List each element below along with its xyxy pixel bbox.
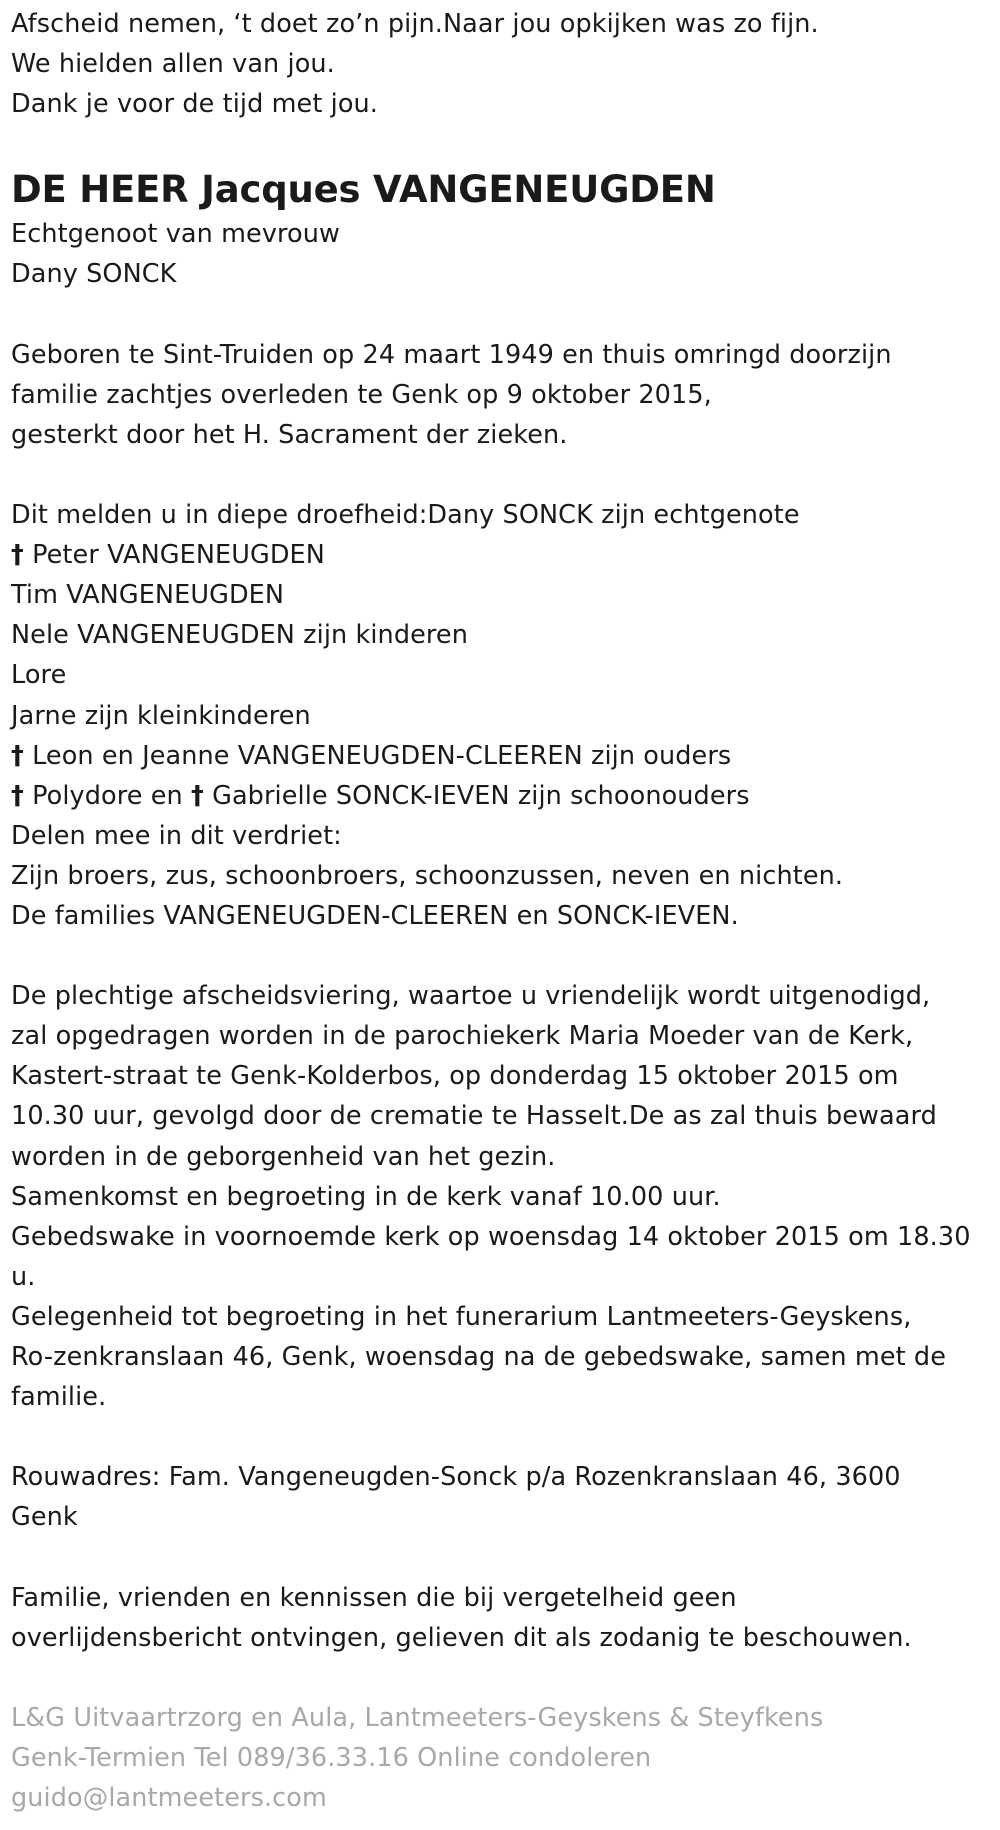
poem-line: Afscheid nemen, ‘t doet zo’n pijn.Naar jou opkijken was zo fijn.	[11, 9, 819, 39]
cross-icon: †	[191, 780, 204, 811]
ceremony-line: Kastert-straat te Genk-Kolderbos, op donderdag 15 oktober 2015 om	[11, 1061, 899, 1092]
family-member-peter: † Peter VANGENEUGDEN	[11, 540, 325, 571]
family-siblings: Zijn broers, zus, schoonbroers, schoonzussen, neven en nichten.	[11, 860, 844, 891]
family-block	[11, 495, 989, 936]
ceremony-block	[11, 976, 989, 1417]
poem-line: Dank je voor de tijd met jou.	[11, 89, 378, 120]
family-member-nele: Nele VANGENEUGDEN zijn kinderen	[11, 620, 468, 651]
ceremony-line: Ro-zenkranslaan 46, Genk, woensdag na de gebedswake, samen met de	[11, 1342, 947, 1372]
ceremony-line: familie.	[11, 1382, 107, 1413]
birth-death-block	[11, 335, 989, 455]
address-line: Rouwadres: Fam. Vangeneugden-Sonck p/a Rozenkranslaan 46, 3600	[11, 1462, 901, 1493]
family-families: De families VANGENEUGDEN-CLEEREN en SONCK-IEVEN.	[11, 900, 739, 931]
birth-death-line: familie zachtjes overleden te Genk op 9 oktober 2015,	[11, 379, 712, 410]
poem-block	[11, 4, 989, 124]
footer-email: guido@lantmeeters.com	[11, 1783, 327, 1814]
ceremony-line: worden in de geborgenheid van het gezin.	[11, 1141, 556, 1172]
ceremony-line: Gebedswake in voornoemde kerk op woensdag 14 oktober 2015 om 18.30	[11, 1221, 971, 1252]
family-inlaws: † Polydore en † Gabrielle SONCK-IEVEN zijn schoonouders	[11, 780, 750, 811]
family-intro: Dit melden u in diepe droefheid:Dany SONCK zijn echtgenote	[11, 500, 800, 531]
cross-icon: †	[11, 780, 24, 811]
funeral-home-footer	[11, 1698, 989, 1818]
spouse-line: Dany SONCK	[11, 259, 177, 290]
cross-icon: †	[11, 740, 24, 771]
notice-line: Familie, vrienden en kennissen die bij vergetelheid geen	[11, 1582, 737, 1613]
footer-line: L&G Uitvaartrzorg en Aula, Lantmeeters-Geyskens & Steyfkens	[11, 1702, 824, 1733]
notice-line: overlijdensbericht ontvingen, gelieven dit als zodanig te beschouwen.	[11, 1622, 912, 1653]
footer-line: Genk-Termien Tel 089/36.33.16 Online condoleren	[11, 1742, 652, 1773]
spouse-line: Echtgenoot van mevrouw	[11, 219, 340, 250]
ceremony-line: Samenkomst en begroeting in de kerk vanaf 10.00 uur.	[11, 1181, 721, 1212]
ceremony-line: Gelegenheid tot begroeting in het funerarium Lantmeeters-Geyskens,	[11, 1301, 912, 1332]
ceremony-line: 10.30 uur, gevolgd door de crematie te Hasselt.De as zal thuis bewaard	[11, 1101, 937, 1132]
ceremony-line: u.	[11, 1261, 36, 1292]
birth-death-line: Geboren te Sint-Truiden op 24 maart 1949 en thuis omringd doorzijn	[11, 339, 892, 370]
address-block	[11, 1457, 989, 1537]
cross-icon: †	[11, 540, 24, 571]
family-member-tim: Tim VANGENEUGDEN	[11, 580, 285, 611]
deceased-name-heading: DE HEER Jacques VANGENEUGDEN	[11, 168, 716, 212]
family-share: Delen mee in dit verdriet:	[11, 820, 342, 851]
spouse-block	[11, 214, 989, 294]
notice-block	[11, 1578, 989, 1658]
family-member-lore: Lore	[11, 660, 67, 691]
ceremony-line: zal opgedragen worden in de parochiekerk Maria Moeder van de Kerk,	[11, 1021, 914, 1052]
family-parents: † Leon en Jeanne VANGENEUGDEN-CLEEREN zijn ouders	[11, 740, 732, 771]
ceremony-line: De plechtige afscheidsviering, waartoe u vriendelijk wordt uitgenodigd,	[11, 981, 931, 1012]
birth-death-line: gesterkt door het H. Sacrament der zieken.	[11, 419, 568, 450]
poem-line: We hielden allen van jou.	[11, 49, 335, 80]
family-member-jarne: Jarne zijn kleinkinderen	[11, 700, 311, 731]
address-line: Genk	[11, 1502, 78, 1533]
